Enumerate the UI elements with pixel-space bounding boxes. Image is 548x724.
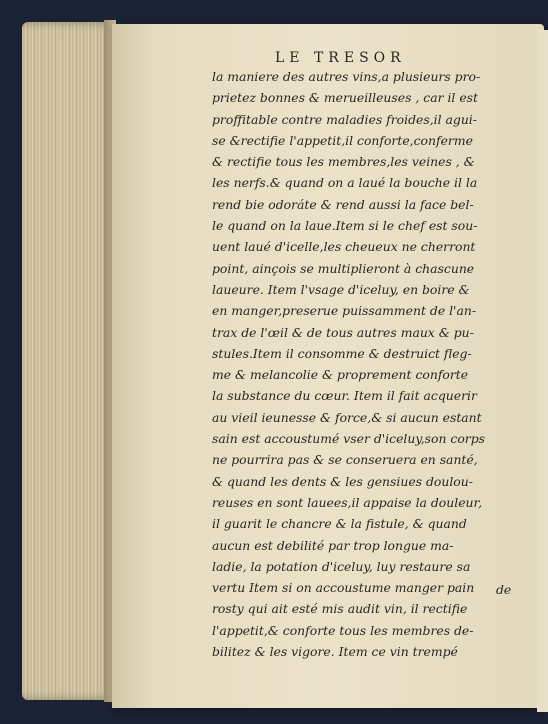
text-line: se &rectifie l'appetit,il conforte,conferme	[212, 132, 473, 148]
text-line: proffitable contre maladies froides,il agui-	[212, 111, 477, 127]
text-line: point, ainçois se multiplieront à chascune	[212, 260, 475, 276]
text-line: reuses en sont lauees,il appaise la douleur,	[212, 494, 483, 510]
page-edges	[22, 22, 114, 700]
text-line: trax de l'œil & de tous autres maux & pu-	[212, 324, 474, 340]
text-line: le quand on la laue.Item si le chef est sou-	[212, 218, 478, 234]
text-line: & quand les dents & les gensiues doulou-	[212, 473, 473, 489]
text-line: vertu Item si on accoustume manger pain	[212, 580, 475, 596]
text-line: la substance du cœur. Item il fait acquerir	[212, 388, 477, 404]
running-head: LE TRESOR	[275, 50, 406, 66]
text-line: les nerfs.& quand on a laué la bouche il la	[212, 175, 478, 191]
next-page-edge	[537, 30, 548, 712]
text-line: en manger,preserue puissamment de l'an-	[212, 303, 477, 319]
text-line: la maniere des autres vins,a plusieurs pro-	[212, 69, 481, 84]
text-line: sain est accoustumé vser d'iceluy,son corps	[212, 431, 485, 447]
text-line: bilitez & les vigore. Item ce vin trempé	[212, 644, 458, 660]
text-line: ne pourrira pas & se conseruera en santé,	[212, 452, 478, 468]
text-line: rosty qui ait esté mis audit vin, il rectifie	[212, 601, 468, 617]
text-line: prietez bonnes & merueilleuses , car il est	[212, 90, 478, 106]
text-line: au vieil ieunesse & force,& si aucun estant	[212, 409, 482, 425]
text-block	[212, 66, 518, 662]
text-line: & rectifie tous les membres,les veines , &	[212, 154, 475, 170]
text-line: laueure. Item l'vsage d'iceluy, en boire &	[212, 281, 470, 297]
text-line: stules.Item il consomme & destruict fleg-	[212, 345, 472, 361]
catchword: de	[496, 582, 512, 597]
text-line: l'appetit,& conforte tous les membres de-	[212, 622, 474, 638]
text-line: me & melancolie & proprement conforte	[212, 367, 469, 383]
text-line: aucun est debilité par trop longue ma-	[212, 537, 454, 553]
text-line: rend bie odoráte & rend aussi la face bel-	[212, 196, 474, 212]
text-line: ladie, la potation d'iceluy, luy restaure sa	[212, 558, 471, 574]
text-line: uent laué d'icelle,les cheueux ne cherront	[212, 239, 476, 255]
text-line: il guarit le chancre & la fistule, & quand	[212, 516, 467, 532]
